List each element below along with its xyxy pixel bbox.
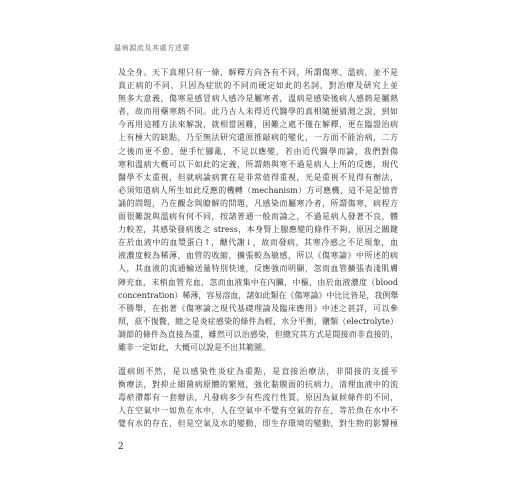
text-line: 無多大意義，傷寒是感冒病人感冷是屬寒者，溫病是感染後病人感熱是屬熱 (118, 94, 398, 104)
paragraph-gap (118, 354, 398, 365)
text-line: 毒瘀滯都有一套辦法，凡發病多少有些流行性質，原因為氣候條件的不同， (118, 393, 398, 403)
text-line: 真正病的不同，只因為症狀的不同而硬定如此的名詞，對治療及研究上並 (118, 81, 398, 91)
text-line: 者，故而用藥寒熱不同。此乃古人未得近代醫學的真相隨便猜測之說，到如 (118, 107, 398, 117)
text-line: 液濃度較為稀薄，血管的收縮，擴張較為敏感，所以《傷寒論》中所述的病 (118, 251, 398, 261)
text-line: 上有極大的缺點，乃至無法研究還原推敲病的變化，一方面不能治病，二方 (118, 133, 398, 143)
text-line: 必須知道病人所生如此反應的機轉（mechanism）方可應機，這不是記憶背 (118, 185, 398, 195)
text-line: 不勝舉，在拙著《傷寒論之現代基礎理論及臨床應用》中述之甚詳，可以參 (118, 303, 398, 313)
text-line: 今再用這種方法來解說，就相當困難，困難之處不僅在解釋，更在臨證治病 (118, 120, 398, 130)
text-line: 衡療法，對抑止細菌病原體的繁殖，強化黏膜面的抗病力，清理血液中的流 (118, 380, 398, 390)
text-line: 及全身。天下真理只有一條，解釋方向各有不同，所謂傷寒、溫病，並不是 (118, 68, 398, 77)
text-line: 人，其血液的流通輸送量特別快速，反應強而明顯，忽而血管擴張表淺肌膚 (118, 264, 398, 274)
text-line: 人在空氣中一如魚在水中，人在空氣中不覺有空氣的存在，等於魚在水中不 (118, 406, 398, 416)
text-line: 照，茲不復贅，總之是炎症感染的條件為輕，水分平衡，鹽類（electrolyte） (118, 316, 398, 326)
text-line: 醫學不太重視，但就病論病實在是非常值得重視，光是重視不見得有辦法， (118, 172, 398, 182)
text-line: 面很難說與溫病有何不同，按諸普通一般而論之，不過是病人發著不良，體 (118, 212, 398, 222)
text-line: 調節的條件為直接為重，雖然可以治感染，但總究其方式是間接而非直接的， (118, 329, 398, 339)
text-line: 誦的問題，乃在觀念與瞭解的問題，凡感染而屬寒冷者，所謂傷寒，病程方 (118, 198, 398, 208)
paragraph-1 (118, 66, 398, 354)
text-line: 覺有水的存在，但是空氣及水的變動，即生存環境的變動，對生物的影響極 (118, 419, 398, 429)
body-text (118, 66, 398, 431)
text-line: 陣充血，末梢血管充血，忽而血液集中在內臟，中樞，由於血液濃度（blood (118, 277, 398, 287)
text-line: concentration）稀薄，容易溶血，諸如此類在《傷寒論》中比比皆是，我例舉 (118, 290, 398, 300)
text-line: 寒和溫病大概可以下如此的定義，所謂熱與寒不過是病人上所的反應，現代 (118, 159, 398, 169)
text-line: 之後而更不愈，便手忙腳亂，不足以應變，若由近代醫學而論，我們對傷 (118, 146, 398, 156)
text-line: 力較差，其感染發病後之 stress，本身腎上腺應變的條件不夠，原因之關鍵 (118, 225, 398, 235)
running-head: 溫病源流及其處方述要 (114, 44, 190, 52)
text-line: 溫病則不然，是以感染性炎症為重點，是直接治療法，非間接的支援平 (118, 367, 398, 377)
text-line: 在於血液中的血漿蛋白↑，醣代謝↓，故而發病，其寒冷感之不足現象，血 (118, 238, 398, 248)
paragraph-2 (118, 365, 398, 430)
page-number: 2 (118, 442, 124, 452)
text-line: 雖非一定如此，大概可以說是不出其範圍。 (118, 342, 270, 352)
